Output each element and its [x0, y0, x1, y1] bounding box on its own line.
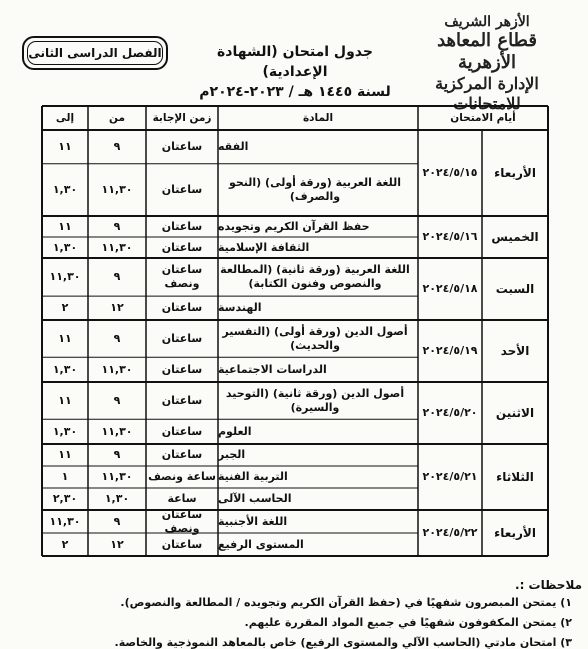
header-subject: المادة — [302, 112, 334, 124]
to-time-cell: ١,٣٠ — [52, 240, 78, 254]
subject-cell: الحاسب الآلى — [218, 492, 292, 505]
duration-cell: ساعتان — [161, 362, 203, 376]
duration-cell: ساعتان — [161, 393, 203, 407]
duration-cell: ساعتان — [161, 182, 203, 196]
to-time-cell: ١١ — [58, 219, 72, 233]
from-time-cell: ٩ — [113, 139, 121, 153]
subject-cell: الجبر — [218, 448, 246, 461]
azhar-logo — [408, 14, 566, 113]
to-time-cell: ١,٣٠ — [52, 424, 78, 438]
to-time-cell: ١١ — [58, 139, 72, 153]
header-to: إلى — [55, 112, 75, 124]
duration-cell: ساعتان — [161, 240, 203, 254]
subject-cell: الثقافة الإسلامية — [218, 240, 310, 254]
exam-date: ٢٠٢٤/٥/١٦ — [422, 230, 478, 243]
term-badge — [22, 36, 168, 70]
logo-line-2: قطاع المعاهد الأزهرية — [437, 30, 537, 73]
logo-line-3: الإدارة المركزية للامتحانات — [435, 74, 539, 113]
note-item: ٣) امتحان مادتي (الحاسب الآلي والمستوى الرفيع) خاص بالمعاهد النموذجية والخاصة. — [114, 636, 572, 649]
exam-day: السبت — [495, 282, 535, 296]
duration-cell: ساعتان ونصف — [161, 507, 203, 535]
subject-cell: حفظ القرآن الكريم وتجويده — [218, 219, 370, 233]
note-item: ١) يمتحن المبصرون شفهيًا في (حفظ القرآن الكريم وتجويده / المطالعة والنصوص). — [120, 596, 572, 609]
to-time-cell: ٢ — [61, 301, 69, 315]
from-time-cell: ٩ — [113, 270, 121, 284]
duration-cell: ساعة ونصف — [148, 470, 216, 483]
subject-cell: المستوى الرفيع — [218, 537, 304, 551]
from-time-cell: ٩ — [113, 448, 121, 461]
from-time-cell: ٩ — [113, 331, 121, 345]
from-time-cell: ١١,٣٠ — [101, 362, 133, 376]
from-time-cell: ١٢ — [110, 537, 124, 551]
duration-cell: ساعتان — [161, 448, 203, 461]
duration-cell: ساعتان — [161, 424, 203, 438]
exam-date: ٢٠٢٤/٥/١٥ — [422, 166, 478, 179]
duration-cell: ساعتان — [161, 537, 203, 551]
subject-cell: الدراسات الاجتماعية — [218, 362, 327, 376]
exam-day: الثلاثاء — [496, 470, 534, 484]
duration-cell: ساعتان — [161, 139, 203, 153]
subject-cell: الهندسة — [218, 301, 262, 315]
exam-day: الخميس — [491, 230, 539, 244]
duration-cell: ساعتان — [161, 301, 203, 315]
from-time-cell: ١٢ — [110, 301, 124, 315]
exam-date: ٢٠٢٤/٥/٢٠ — [422, 406, 478, 419]
exam-day: الأحد — [500, 344, 530, 358]
exam-date: ٢٠٢٤/٥/٢٢ — [422, 526, 478, 539]
from-time-cell: ١١,٣٠ — [101, 182, 133, 196]
from-time-cell: ٩ — [113, 393, 121, 407]
page-subtitle: لسنة ١٤٤٥ هـ / ٢٠٢٣-٢٠٢٤م — [199, 84, 391, 100]
from-time-cell: ٩ — [113, 514, 121, 528]
from-time-cell: ١,٣٠ — [104, 492, 130, 505]
to-time-cell: ١,٣٠ — [52, 362, 78, 376]
notes-heading: ملاحظات :. — [515, 578, 582, 592]
title-block — [190, 42, 400, 102]
logo-line-1: الأزهر الشريف — [444, 14, 530, 30]
subject-cell: أصول الدين (ورقة أولى) (التفسير والحديث) — [222, 324, 408, 352]
exam-day: الأربعاء — [494, 526, 536, 540]
exam-date: ٢٠٢٤/٥/٢١ — [422, 470, 478, 483]
header-days: أيام الامتحان — [450, 112, 516, 124]
subject-cell: اللغة العربية (ورقة أولى) (النحو والصرف) — [228, 175, 402, 203]
term-label: الفصل الدراسى الثانى — [28, 46, 162, 60]
to-time-cell: ١١,٣٠ — [49, 514, 81, 528]
duration-cell: ساعتان — [161, 219, 203, 233]
subject-cell: الفقه — [218, 139, 249, 153]
page-title: جدول امتحان (الشهادة الإعدادية) — [217, 44, 373, 80]
note-item: ٢) يمتحن المكفوفون شفهيًا في جميع المواد المقررة عليهم. — [244, 616, 572, 629]
exam-day: الاثنين — [495, 406, 535, 420]
document-header — [0, 0, 588, 113]
exam-date: ٢٠٢٤/٥/١٩ — [422, 344, 478, 357]
to-time-cell: ١١ — [58, 331, 72, 345]
subject-cell: اللغة الأجنبية — [218, 514, 288, 528]
to-time-cell: ١,٣٠ — [52, 182, 78, 196]
duration-cell: ساعة — [167, 492, 197, 505]
subject-cell: أصول الدين (ورقة ثانية) (التوحيد والسيرة) — [225, 386, 405, 414]
duration-cell: ساعتان ونصف — [161, 263, 203, 291]
schedule-table — [42, 106, 548, 574]
from-time-cell: ١١,٣٠ — [101, 240, 133, 254]
subject-cell: التربية الفنية — [218, 470, 288, 483]
from-time-cell: ١١,٣٠ — [101, 424, 133, 438]
header-duration: زمن الإجابة — [152, 112, 212, 124]
subject-cell: العلوم — [218, 424, 252, 438]
exam-day: الأربعاء — [494, 166, 536, 180]
header-from: من — [109, 112, 125, 124]
to-time-cell: ٢ — [61, 537, 69, 551]
to-time-cell: ٢,٣٠ — [52, 492, 78, 505]
to-time-cell: ١١,٣٠ — [49, 270, 81, 284]
exam-date: ٢٠٢٤/٥/١٨ — [422, 282, 478, 295]
subject-cell: اللغة العربية (ورقة ثانية) (المطالعة والنصوص وفنون الكتابة) — [220, 263, 410, 291]
duration-cell: ساعتان — [161, 331, 203, 345]
from-time-cell: ٩ — [113, 219, 121, 233]
to-time-cell: ١ — [61, 470, 69, 483]
to-time-cell: ١١ — [58, 448, 72, 461]
from-time-cell: ١١,٣٠ — [101, 470, 133, 483]
to-time-cell: ١١ — [58, 393, 72, 407]
